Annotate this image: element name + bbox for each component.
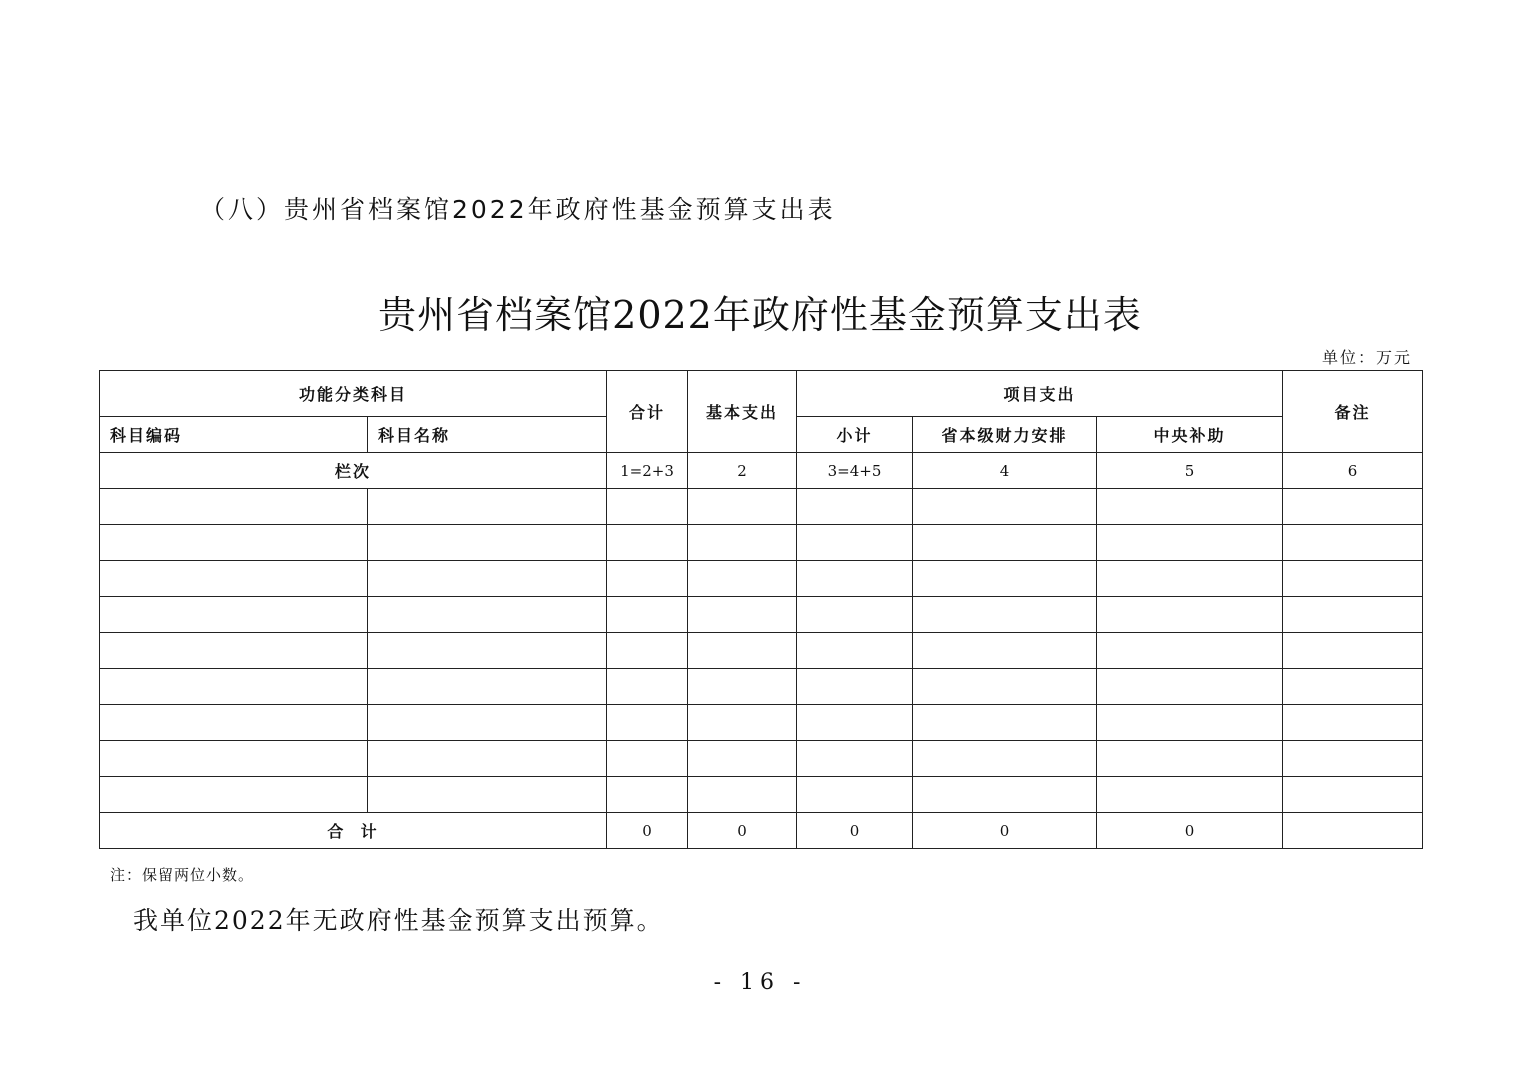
table-cell — [1283, 633, 1423, 669]
table-cell — [100, 669, 368, 705]
header-provincial-arrangement: 省本级财力安排 — [913, 417, 1097, 453]
column-index-row — [100, 453, 1423, 489]
table-cell — [1097, 741, 1283, 777]
table-row — [100, 741, 1423, 777]
table-cell — [913, 525, 1097, 561]
table-cell — [368, 705, 607, 741]
header-basic-expenditure: 基本支出 — [688, 371, 797, 453]
table-cell — [1097, 561, 1283, 597]
page-title: 贵州省档案馆2022年政府性基金预算支出表 — [378, 293, 1142, 337]
header-total: 合计 — [607, 371, 688, 453]
table-cell — [368, 525, 607, 561]
table-cell — [688, 777, 797, 813]
header-subject-code: 科目编码 — [100, 417, 368, 453]
header-subtotal: 小计 — [797, 417, 913, 453]
table-cell — [100, 705, 368, 741]
table-cell — [1097, 525, 1283, 561]
table-row — [100, 705, 1423, 741]
table-cell — [797, 633, 913, 669]
header-project-expenditure: 项目支出 — [797, 371, 1283, 417]
table-cell — [797, 705, 913, 741]
total-row-label: 合 计 — [100, 813, 607, 849]
total-cell — [1283, 813, 1423, 849]
table-header-row — [100, 371, 1423, 417]
table-cell — [607, 525, 688, 561]
table-cell — [913, 597, 1097, 633]
header-remarks: 备注 — [1283, 371, 1423, 453]
table-cell — [368, 561, 607, 597]
table-row — [100, 561, 1423, 597]
table-cell — [1097, 669, 1283, 705]
table-cell — [688, 561, 797, 597]
table-cell — [607, 705, 688, 741]
header-functional-category: 功能分类科目 — [100, 371, 607, 417]
table-cell — [607, 777, 688, 813]
table-cell — [100, 561, 368, 597]
table-cell — [913, 741, 1097, 777]
table-cell — [688, 597, 797, 633]
table-cell — [607, 597, 688, 633]
table-cell — [1283, 705, 1423, 741]
table-cell — [100, 489, 368, 525]
column-index-cell: 5 — [1097, 453, 1283, 489]
table-cell — [1097, 489, 1283, 525]
table-cell — [1283, 525, 1423, 561]
total-row — [100, 813, 1423, 849]
table-cell — [688, 525, 797, 561]
unit-label: 单位：万元 — [1321, 348, 1412, 367]
table-cell — [368, 597, 607, 633]
table-cell — [607, 561, 688, 597]
table-cell — [368, 633, 607, 669]
table-cell — [913, 561, 1097, 597]
table-cell — [797, 777, 913, 813]
table-cell — [1097, 705, 1283, 741]
table-cell — [607, 489, 688, 525]
table-cell — [368, 489, 607, 525]
table-cell — [913, 705, 1097, 741]
table-cell — [1283, 669, 1423, 705]
table-cell — [368, 741, 607, 777]
table-cell — [607, 669, 688, 705]
column-index-label: 栏次 — [100, 453, 607, 489]
table-cell — [688, 705, 797, 741]
body-text: 我单位2022年无政府性基金预算支出预算。 — [133, 906, 664, 935]
table-row — [100, 669, 1423, 705]
total-cell: 0 — [797, 813, 913, 849]
column-index-cell: 4 — [913, 453, 1097, 489]
table-cell — [100, 597, 368, 633]
page-number: - 16 - — [713, 970, 807, 995]
table-cell — [913, 489, 1097, 525]
table-cell — [607, 741, 688, 777]
header-central-subsidy: 中央补助 — [1097, 417, 1283, 453]
table-cell — [368, 669, 607, 705]
table-cell — [913, 777, 1097, 813]
total-cell: 0 — [688, 813, 797, 849]
table-cell — [797, 489, 913, 525]
total-cell: 0 — [607, 813, 688, 849]
column-index-cell: 1=2+3 — [607, 453, 688, 489]
column-index-cell: 3=4+5 — [797, 453, 913, 489]
table-cell — [1097, 633, 1283, 669]
table-cell — [797, 669, 913, 705]
table-row — [100, 597, 1423, 633]
table-cell — [913, 669, 1097, 705]
table-cell — [1283, 777, 1423, 813]
table-cell — [1283, 561, 1423, 597]
table-row — [100, 489, 1423, 525]
table-cell — [100, 633, 368, 669]
table-cell — [688, 669, 797, 705]
table-row — [100, 525, 1423, 561]
table-cell — [1283, 597, 1423, 633]
table-cell — [100, 741, 368, 777]
table-cell — [607, 633, 688, 669]
table-row — [100, 777, 1423, 813]
table-cell — [1283, 489, 1423, 525]
budget-table — [99, 370, 1423, 849]
table-cell — [797, 525, 913, 561]
table-cell — [1283, 741, 1423, 777]
table-cell — [688, 489, 797, 525]
table-cell — [1097, 597, 1283, 633]
table-cell — [797, 597, 913, 633]
total-cell: 0 — [913, 813, 1097, 849]
section-heading: （八）贵州省档案馆2022年政府性基金预算支出表 — [200, 195, 836, 224]
column-index-cell: 2 — [688, 453, 797, 489]
column-index-cell: 6 — [1283, 453, 1423, 489]
header-subject-name: 科目名称 — [368, 417, 607, 453]
table-cell — [797, 741, 913, 777]
table-cell — [913, 633, 1097, 669]
table-cell — [688, 633, 797, 669]
total-cell: 0 — [1097, 813, 1283, 849]
footnote: 注：保留两位小数。 — [110, 866, 255, 884]
table-cell — [797, 561, 913, 597]
table-row — [100, 633, 1423, 669]
table-cell — [688, 741, 797, 777]
table-cell — [100, 525, 368, 561]
table-cell — [1097, 777, 1283, 813]
table-cell — [100, 777, 368, 813]
table-cell — [368, 777, 607, 813]
